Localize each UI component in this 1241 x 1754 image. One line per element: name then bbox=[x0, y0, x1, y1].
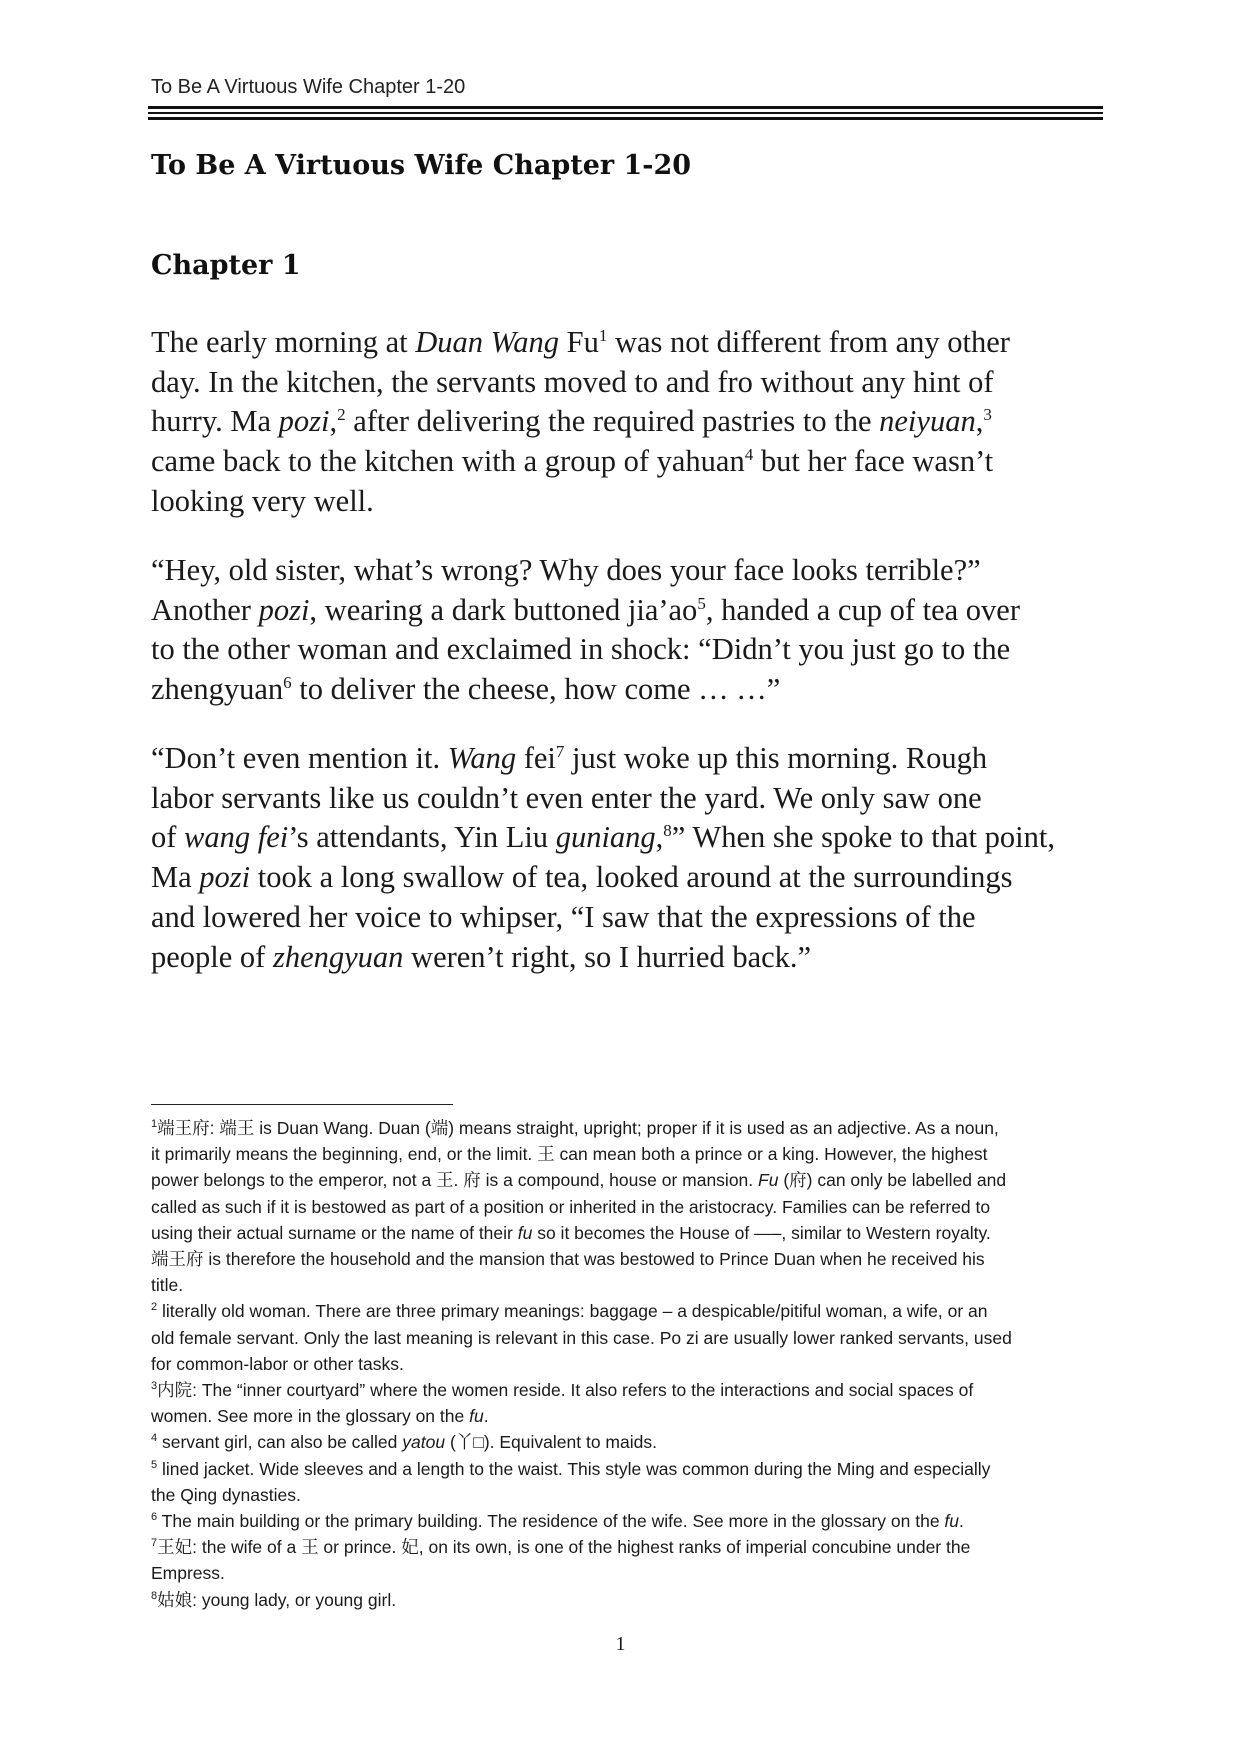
header-rule bbox=[148, 112, 1103, 114]
footnote-ref: 8 bbox=[663, 821, 672, 841]
footnote-6: $^6$ The main building or the primary building. The residence of the wife. See more in the glossary on the fu. bbox=[151, 1511, 964, 1532]
footnote-4: $^4$ servant girl, can also be called yatou (丫□). Equivalent to maids. bbox=[151, 1432, 657, 1453]
footnote-ref: 2 bbox=[337, 405, 346, 425]
paragraph-2: “Hey, old sister, what’s wrong? Why does your face looks terrible?” Another pozi, wearing a dark buttoned jia’ao$^5$, handed a cup of tea over to the other woman and exclaimed in shock: “Didn’t you just go to the zhengyuan$^6$ to deliver the cheese, how come … …” bbox=[151, 553, 1020, 707]
footnote-ref: 1 bbox=[598, 326, 608, 345]
footnote-1: $^1$端王府: 端王 is Duan Wang. Duan (端) means straight, upright; proper if it is used as an adjective. As a noun, it primarily means the beginning, end, or the limit. 王 can mean both a prince or a king. However, the highest power belongs to the emperor, not a 王. 府 is a compound, house or mansion. Fu (府) can only be labelled and called as such if it is bestowed as part of a position or inherited in the aristocracy. Families can be referred to using their actual surname or the name of their fu so it becomes the House of —–, similar to Western royalty. 端王府 is therefore the household and the mansion that was bestowed to Prince Duan when he received his title. bbox=[151, 1118, 1007, 1296]
footnote-ref: 6 bbox=[283, 673, 292, 693]
footnote-ref: 5 bbox=[697, 593, 706, 613]
footnote-2: $^2$ literally old woman. There are three primary meanings: baggage – a despicable/pitiful woman, a wife, or an old female servant. Only the last meaning is relevant in this case. Po zi are usually lower ranked servants, used for common-labor or other tasks. bbox=[151, 1301, 1012, 1374]
footnote-ref: 4 bbox=[744, 445, 754, 465]
header-rule bbox=[148, 117, 1103, 120]
document-title: To Be A Virtuous Wife Chapter 1-20 bbox=[151, 150, 692, 181]
footnote-7: $^7$王妃: the wife of a 王 or prince. 妃, on its own, is one of the highest ranks of imperial concubine under the Empress. bbox=[151, 1537, 971, 1584]
footnote-ref: 7 bbox=[555, 742, 565, 761]
footnote-3: $^3$内院: The “inner courtyard” where the women reside. It also refers to the interactions and social spaces of women. See more in the glossary on the fu. bbox=[151, 1380, 974, 1427]
footnote-8: $^8$姑娘: young lady, or young girl. bbox=[151, 1589, 397, 1610]
footnote-5: $^5$ lined jacket. Wide sleeves and a length to the waist. This style was common during the Ming and especially the Qing dynasties. bbox=[151, 1458, 991, 1505]
paragraph-3: “Don’t even mention it. Wang fei$^7$ just woke up this morning. Rough labor servants like us couldn’t even enter the yard. We only saw one of wang fei’s attendants, Yin Liu guniang,$^8$” When she spoke to that point, Ma pozi took a long swallow of tea, looked around at the surroundings and lowered her voice to whipser, “I saw that the expressions of the people of zhengyuan weren’t right, so I hurried back.” bbox=[151, 741, 1055, 974]
chapter-heading: Chapter 1 bbox=[151, 250, 301, 281]
page-number: 1 bbox=[615, 1633, 626, 1655]
header-rule bbox=[148, 106, 1103, 109]
footnote-ref: 3 bbox=[983, 405, 992, 425]
running-header: To Be A Virtuous Wife Chapter 1-20 bbox=[151, 76, 466, 98]
paragraph-1: The early morning at Duan Wang Fu$^1$ was not different from any other day. In the kitchen, the servants moved to and fro without any hint of hurry. Ma pozi,$^2$ after delivering the required pastries to the neiyuan,$^3$ came back to the kitchen with a group of yahuan$^4$ but her face wasn’t looking very well. bbox=[151, 325, 1010, 518]
footnotes bbox=[151, 1115, 1111, 1613]
footnote-separator bbox=[151, 1104, 453, 1105]
